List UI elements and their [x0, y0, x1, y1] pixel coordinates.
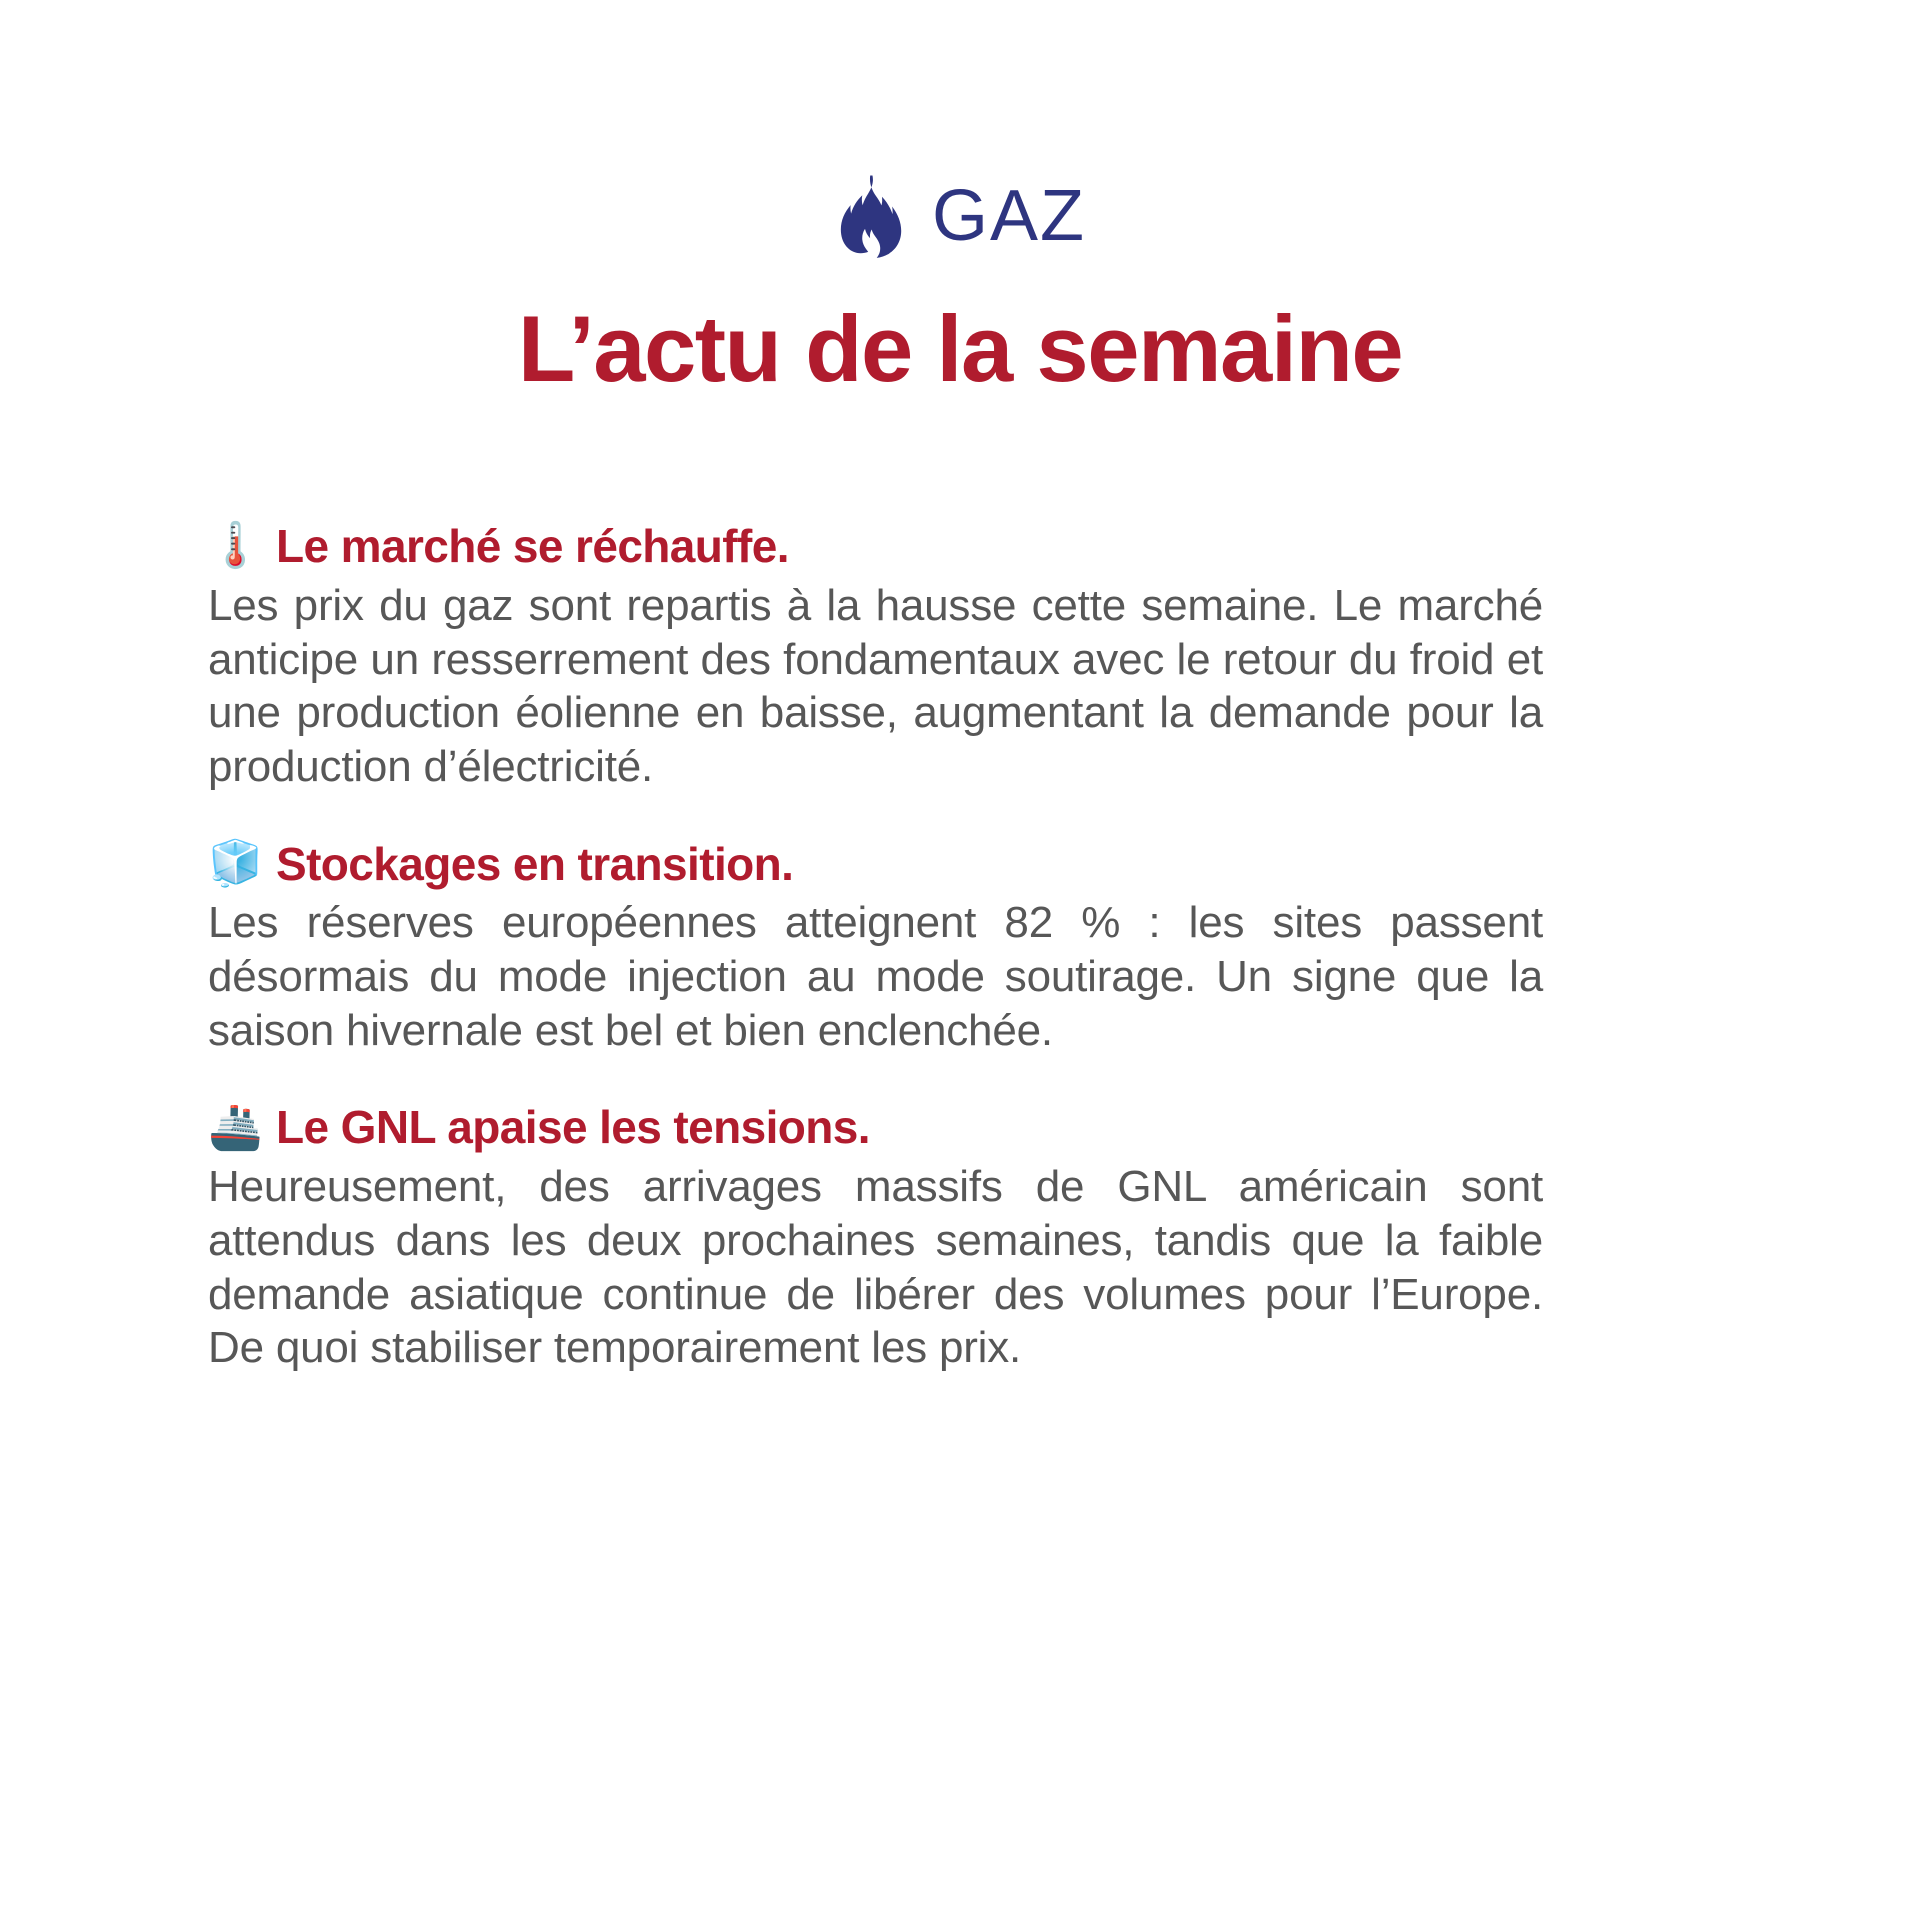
section-stockages: [208, 838, 1543, 1058]
section-heading: [208, 520, 1543, 573]
section-body: Heureusement, des arrivages massifs de GNL américain sont attendus dans les deux prochaines semaines, tandis que la faible demande asiatique continue de libérer des volumes pour l’Europe. De quoi stabiliser temporairement les prix.: [208, 1162, 1543, 1373]
page-title: L’actu de la semaine: [517, 296, 1403, 401]
section-gnl: [208, 1101, 1543, 1375]
section-marche: [208, 520, 1543, 794]
sections-container: [208, 520, 1543, 1375]
thermometer-icon: 🌡️: [208, 521, 263, 571]
ship-icon: 🚢: [208, 1102, 263, 1152]
section-heading: [208, 1101, 1543, 1154]
ice-cube-icon: 🧊: [208, 839, 263, 889]
brand-name: GAZ: [931, 176, 1086, 256]
section-title: Le GNL apaise les tensions.: [276, 1101, 870, 1154]
section-heading: [208, 838, 1543, 891]
flame-icon: [834, 174, 906, 258]
section-body: Les prix du gaz sont repartis à la hausse cette semaine. Le marché anticipe un resserrement des fondamentaux avec le retour du froid et une production éolienne en baisse, augmentant la demande pour la production d’électricité.: [208, 580, 1543, 791]
section-body: Les réserves européennes atteignent 82 % : les sites passent désormais du mode injection au mode soutirage. Un signe que la saison hivernale est bel et bien enclenchée.: [208, 898, 1543, 1055]
section-title: Stockages en transition.: [276, 837, 794, 890]
section-title: Le marché se réchauffe.: [276, 520, 789, 572]
brand-lockup: [0, 0, 1920, 264]
